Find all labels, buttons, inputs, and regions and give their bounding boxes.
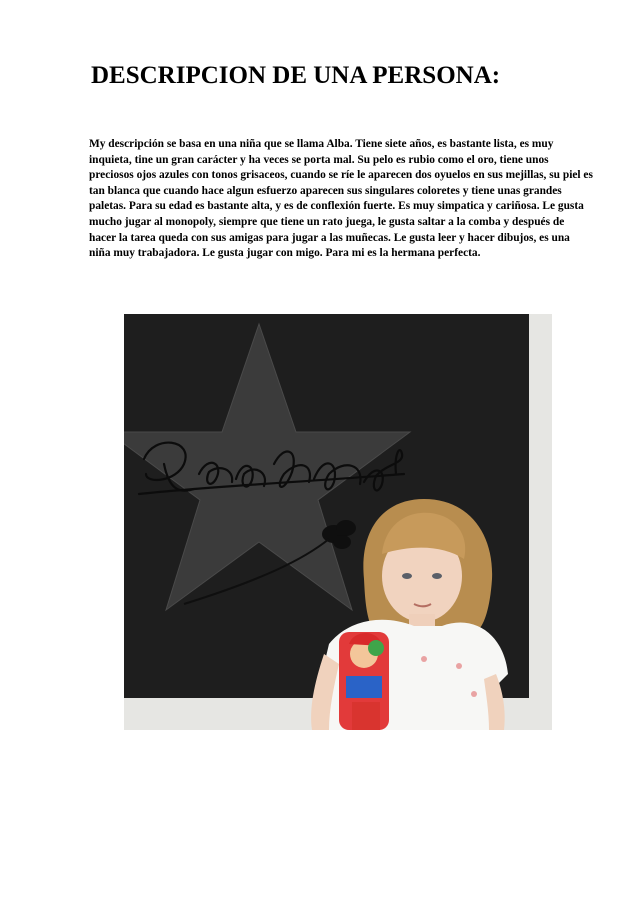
page-title: DESCRIPCION DE UNA PERSONA: [91, 62, 501, 89]
photo-girl-star [124, 314, 552, 730]
shirt-print-icon [339, 632, 389, 730]
description-paragraph: My descripción se basa en una niña que se llama Alba. Tiene siete años, es bastante lista, es muy inquieta, tine un gran carácter y ha veces se porta mal. Su pelo es rubio como el oro, tiene unos preciosos ojos azules con tonos grisaceos, cuando se ríe le aparecen dos oyuelos en sus mejillas, su piel es tan blanca que cuando hace algun esfuerzo aparecen sus singulares coloretes y tiene unas grandes paletas. Para su edad es bastante alta, y es de conflexión fuerte. Es muy simpatica y cariñosa. Le gusta mucho jugar al monopoly, siempre que tiene un rato juega, le gusta saltar a la comba y después de hacer la tarea queda con sus amigas para jugar a las muñecas. Le gusta leer y hacer dibujos, es una niña muy trabajadora. Le gusta jugar con migo. Para mi es la hermana perfecta. [89, 138, 593, 260]
